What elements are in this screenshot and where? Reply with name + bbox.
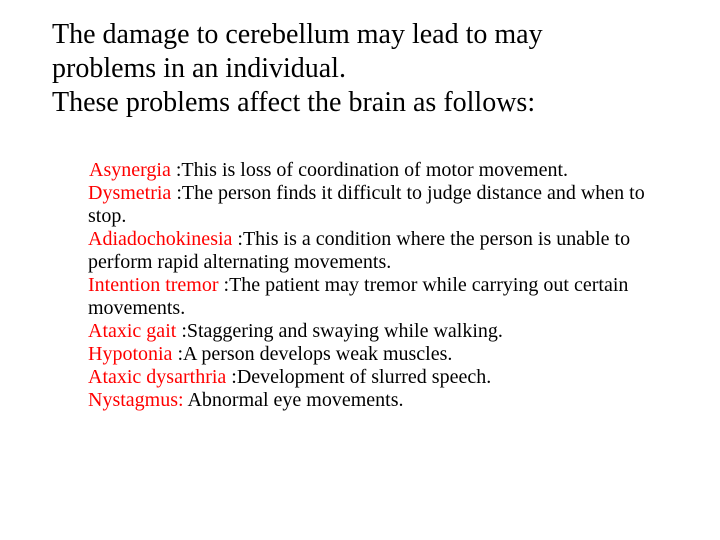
symptom-description: Abnormal eye movements. — [183, 389, 404, 411]
heading-line: The damage to cerebellum may lead to may — [52, 19, 543, 50]
symptom-term: Ataxic dysarthria — [88, 366, 227, 388]
heading-line: These problems affect the brain as follows: — [52, 87, 536, 118]
symptom-item — [88, 366, 688, 389]
symptom-term: Adiadochokinesia — [88, 228, 233, 250]
symptom-item — [88, 343, 688, 366]
slide-heading — [52, 18, 692, 120]
symptom-item — [88, 320, 688, 343]
symptom-term: Nystagmus: — [88, 389, 184, 411]
symptom-description: :The patient may tremor while carrying out certain movements. — [88, 274, 629, 319]
symptom-description: :The person finds it difficult to judge distance and when to stop. — [88, 182, 645, 227]
symptom-item — [88, 389, 688, 412]
symptom-description: :A person develops weak muscles. — [172, 343, 453, 365]
heading-line: problems in an individual. — [52, 53, 346, 84]
symptom-term: Hypotonia — [88, 343, 173, 365]
symptom-item — [89, 159, 688, 182]
symptom-description: :This is loss of coordination of motor movement. — [170, 159, 569, 181]
symptom-term: Asynergia — [89, 159, 171, 181]
symptom-description: :This is a condition where the person is unable to perform rapid alternating movements. — [88, 228, 631, 273]
symptom-term: Ataxic gait — [88, 320, 177, 342]
symptom-description: :Development of slurred speech. — [226, 366, 492, 388]
symptom-item — [88, 274, 688, 320]
symptom-item — [88, 228, 688, 274]
symptom-list — [88, 159, 688, 412]
symptom-term: Dysmetria — [88, 182, 172, 204]
symptom-term: Intention tremor — [88, 274, 219, 296]
symptom-description: :Staggering and swaying while walking. — [176, 320, 503, 342]
symptom-item — [88, 182, 688, 228]
